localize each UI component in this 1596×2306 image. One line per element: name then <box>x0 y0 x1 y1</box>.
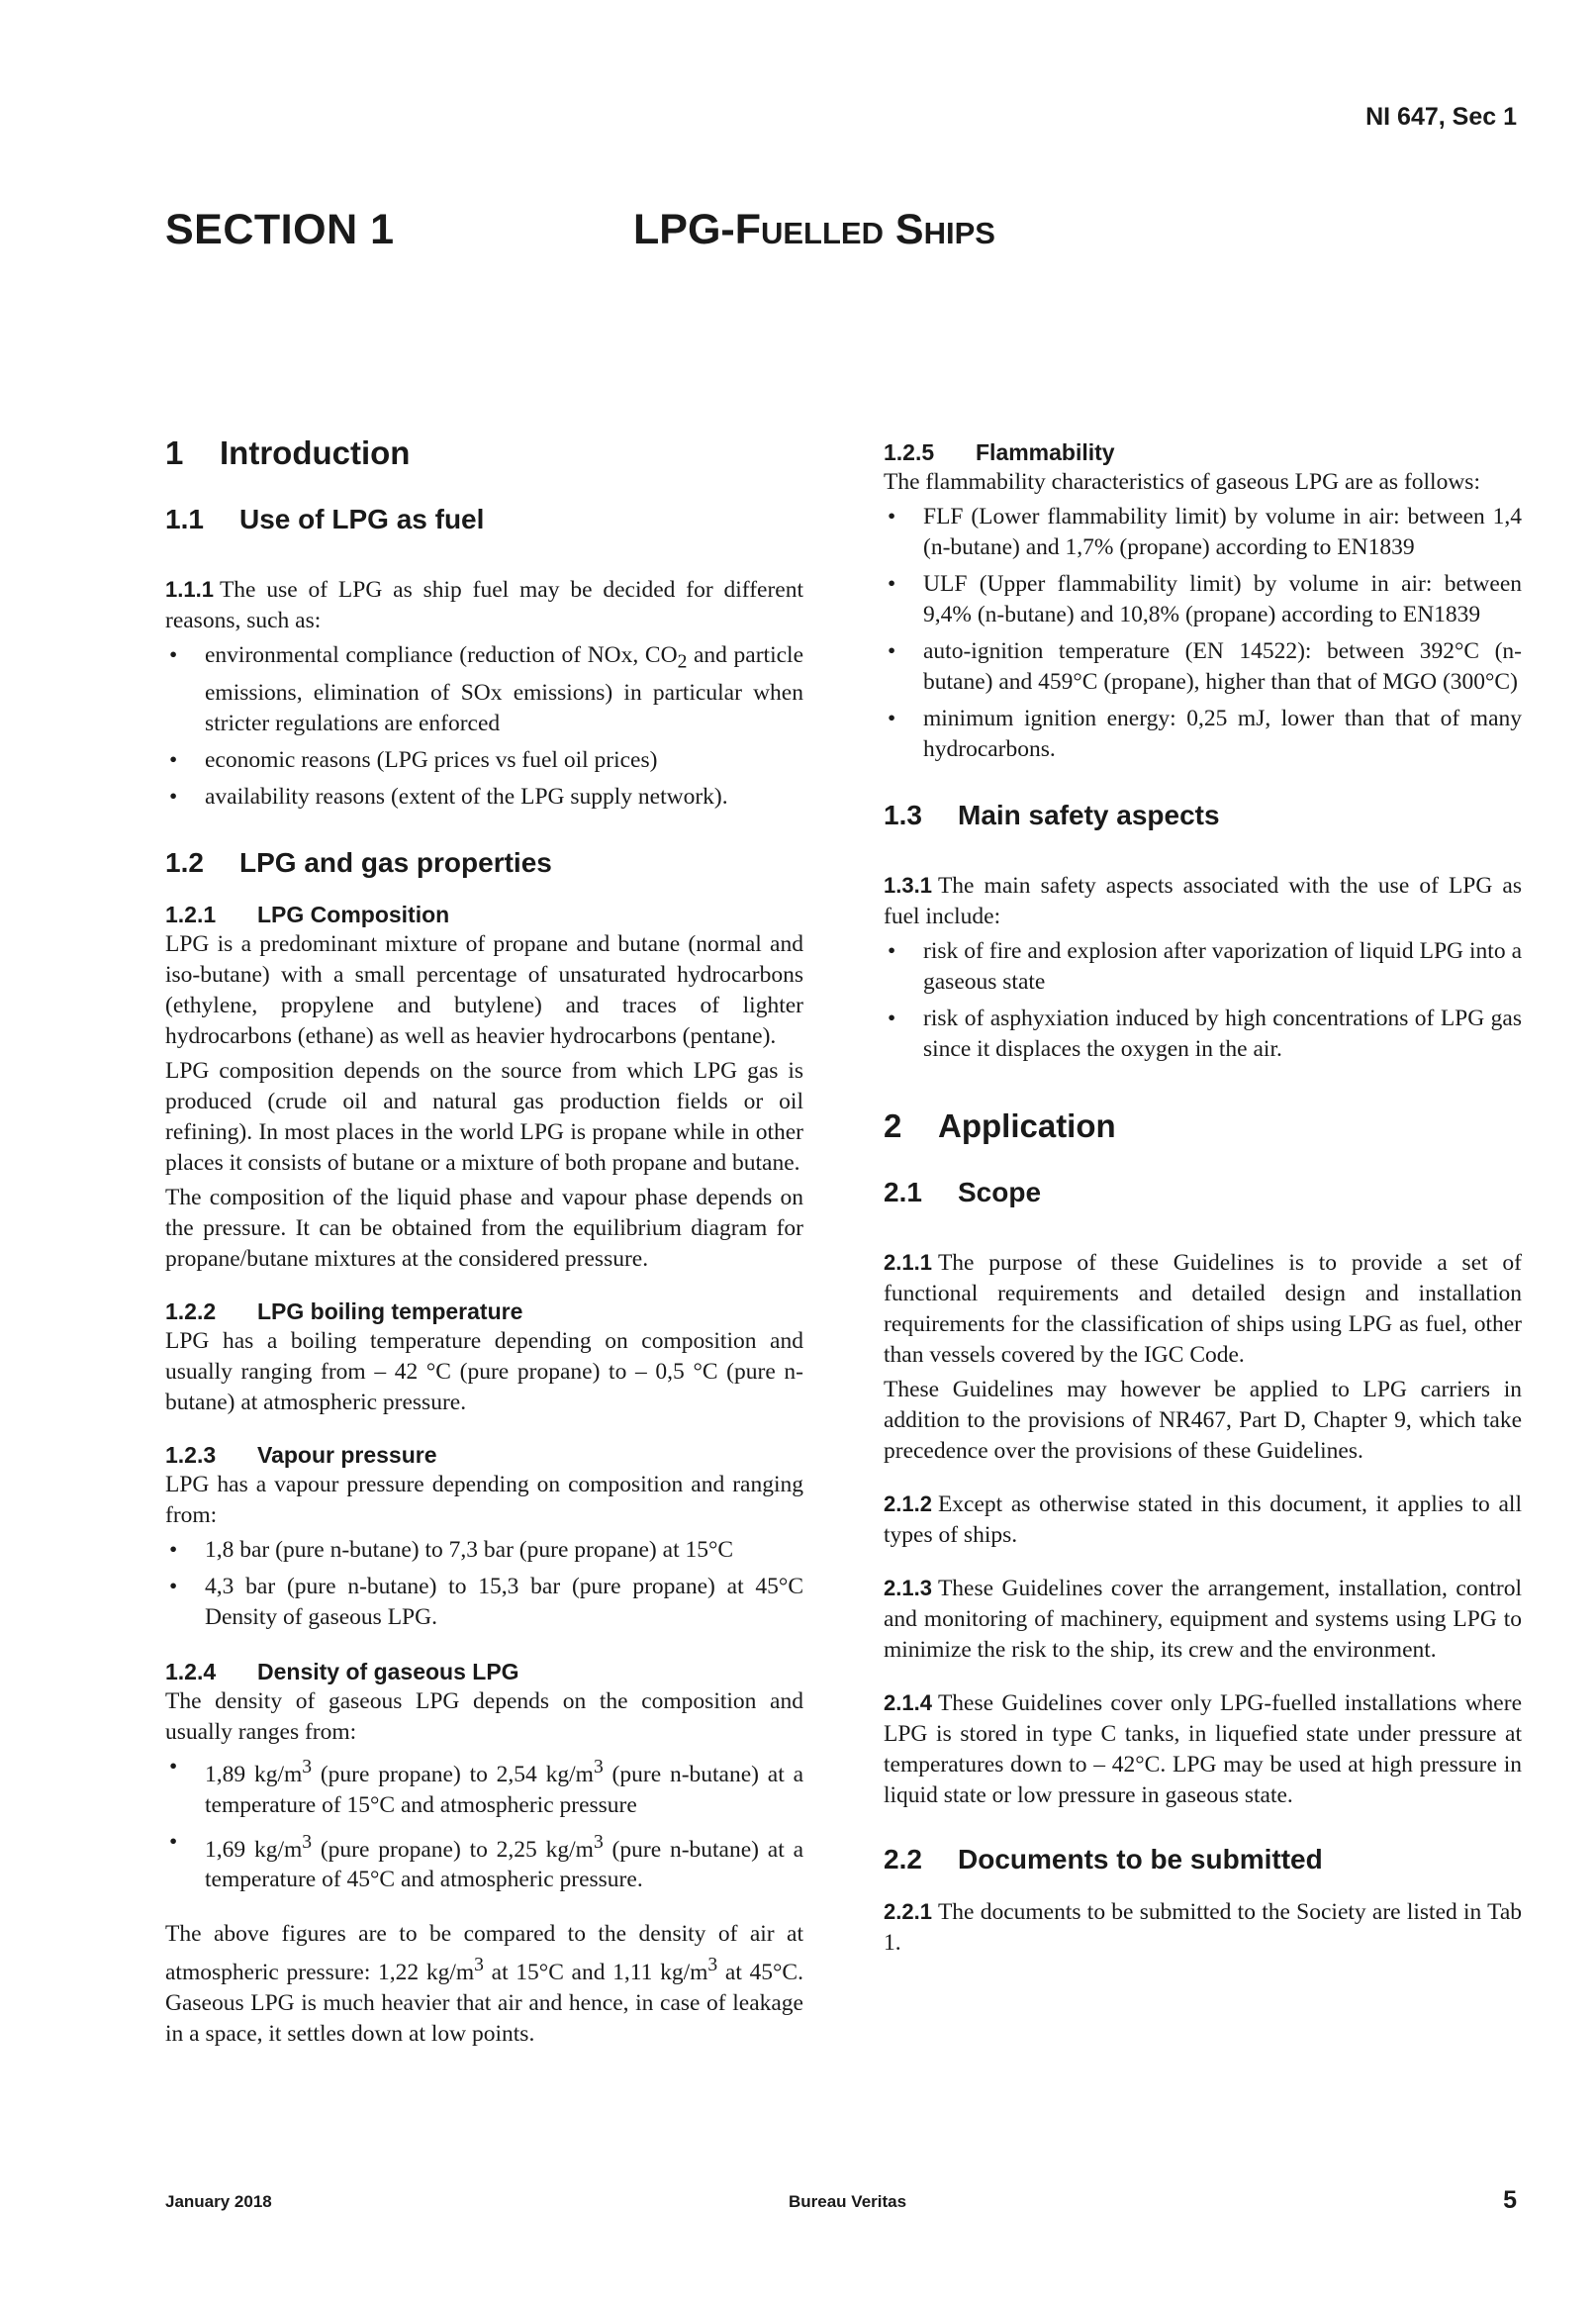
heading-text: Introduction <box>220 434 411 471</box>
list-item-text: (pure propane) to 2,25 kg/m <box>312 1836 594 1863</box>
footer-publisher: Bureau Veritas <box>789 2192 907 2211</box>
paragraph-number: 1.1.1 <box>165 577 214 602</box>
heading-text: Application <box>938 1107 1116 1144</box>
paragraph: LPG has a boiling temperature depending on composition and usually ranging from – 42 °C (pure propane) to – 0,5 °C (pure n-butane) at atmospheric pressure. <box>165 1327 803 1415</box>
list-item: • risk of asphyxiation induced by high concentrations of LPG gas since it displaces the oxygen in the air. <box>884 1004 1522 1065</box>
heading-text: Flammability <box>976 439 1115 465</box>
list-item: • ULF (Upper flammability limit) by volume in air: between 9,4% (n-butane) and 10,8% (propane) according to EN1839 <box>884 569 1522 630</box>
heading-1-2-1 <box>165 900 803 929</box>
heading-scope <box>884 1176 1522 1209</box>
heading-number: 2.1 <box>884 1177 922 1207</box>
paragraph-text: The purpose of these Guidelines is to provide a set of functional requirements and detailed design and installation requirements for the classification of ships using LPG as fuel, other than vessels covered by the IGC Code. <box>884 1250 1522 1368</box>
heading-1-2-4 <box>165 1657 803 1686</box>
list-item-text: (pure n-butane) at a temperature of 45°C and atmospheric pressure. <box>205 1836 804 1893</box>
paragraph-text: The documents to be submitted to the Society are listed in Tab 1. <box>884 1899 1522 1956</box>
paragraph-2-1-1 <box>884 1247 1522 1371</box>
list-item: • 1,8 bar (pure n-butane) to 7,3 bar (pure propane) at 15°C <box>165 1535 803 1566</box>
paragraph: LPG composition depends on the source from which LPG gas is produced (crude oil and natural gas production fields or oil refining). In most places in the world LPG is propane while in other places it consists of butane or a mixture of both propane and butane. <box>165 1057 803 1176</box>
heading-number: 1.2.2 <box>165 1297 217 1324</box>
list-item: • 4,3 bar (pure n-butane) to 15,3 bar (pure propane) at 45°C Density of gaseous LPG. <box>165 1572 803 1633</box>
paragraph-number: 2.1.3 <box>884 1576 932 1600</box>
list-item <box>165 1752 803 1821</box>
list-item-text: 1,69 kg/m <box>205 1836 303 1863</box>
heading-introduction <box>165 433 803 473</box>
bullet-list-1-3-1 <box>884 936 1522 1065</box>
heading-number: 1 <box>165 434 184 471</box>
heading-text: LPG boiling temperature <box>257 1297 523 1324</box>
list-item-text: and particle emissions, elimination of SOx emissions) in particular when stricter regulations are enforced <box>205 642 804 736</box>
heading-text: Use of LPG as fuel <box>239 504 485 534</box>
paragraph-text: These Guidelines cover only LPG-fuelled installations where LPG is stored in type C tanks, in liquefied state under pressure at temperatures down to – 42°C. LPG may be used at high pressure in liquid state or low pressure in gaseous state. <box>884 1690 1522 1808</box>
paragraph-2-1-2 <box>884 1489 1522 1551</box>
heading-main-safety-aspects <box>884 799 1522 832</box>
superscript: 3 <box>302 1756 313 1778</box>
page-number: 5 <box>1503 2186 1517 2214</box>
list-item: • auto-ignition temperature (EN 14522): between 392°C (n-butane) and 459°C (propane), higher than that of MGO (300°C) <box>884 636 1522 698</box>
paragraph-text: Except as otherwise stated in this document, it applies to all types of ships. <box>884 1491 1522 1548</box>
bullet-list-1-2-4 <box>165 1752 803 1896</box>
paragraph-number: 2.2.1 <box>884 1899 932 1924</box>
list-item: • FLF (Lower flammability limit) by volume in air: between 1,4 (n-butane) and 1,7% (propane) according to EN1839 <box>884 502 1522 563</box>
list-item-text: environmental compliance (reduction of NOx, CO <box>205 642 678 668</box>
heading-use-of-lpg <box>165 503 803 536</box>
list-item <box>165 640 803 739</box>
paragraph-1-1-1 <box>165 574 803 636</box>
bullet-list-1-2-5 <box>884 502 1522 765</box>
paragraph: LPG has a vapour pressure depending on composition and ranging from: <box>165 1471 803 1528</box>
subscript: 2 <box>677 651 688 673</box>
heading-number: 1.2.5 <box>884 439 935 465</box>
superscript: 3 <box>593 1831 604 1853</box>
list-item: • availability reasons (extent of the LPG supply network). <box>165 782 803 813</box>
heading-documents-to-be-submitted <box>884 1843 1522 1876</box>
paragraph-number: 2.1.4 <box>884 1690 932 1715</box>
superscript: 3 <box>707 1955 718 1976</box>
superscript: 3 <box>474 1955 484 1976</box>
superscript: 3 <box>593 1756 604 1778</box>
section-title-part: S <box>883 206 924 253</box>
paragraph-2-1-4 <box>884 1687 1522 1811</box>
heading-text: Scope <box>958 1177 1042 1207</box>
right-column <box>884 437 1522 1963</box>
bullet-list-1-2-3 <box>165 1535 803 1633</box>
heading-number: 1.3 <box>884 800 922 830</box>
paragraph: The composition of the liquid phase and vapour phase depends on the pressure. It can be obtained from the equilibrium diagram for propane/butane mixtures at the considered pressure. <box>165 1184 803 1272</box>
section-title-part: LPG-F <box>633 206 761 253</box>
list-item-text: (pure n-butane) at a temperature of 15°C and atmospheric pressure <box>205 1761 804 1818</box>
superscript: 3 <box>302 1831 313 1853</box>
heading-number: 1.2.3 <box>165 1441 217 1468</box>
paragraph-2-1-3 <box>884 1573 1522 1666</box>
list-item-text: (pure propane) to 2,54 kg/m <box>312 1761 594 1787</box>
paragraph-number: 1.3.1 <box>884 873 932 898</box>
heading-number: 2 <box>884 1107 902 1144</box>
paragraph: The flammability characteristics of gaseous LPG are as follows: <box>884 469 1480 495</box>
paragraph-text: The above figures are to be compared to the density of air at atmospheric pressure: 1,22 kg/m <box>165 1921 803 1986</box>
paragraph-text: The main safety aspects associated with the use of LPG as fuel include: <box>884 873 1522 929</box>
heading-number: 1.2 <box>165 846 204 878</box>
list-item: • risk of fire and explosion after vaporization of liquid LPG into a gaseous state <box>884 936 1522 998</box>
heading-lpg-gas-properties <box>165 846 803 880</box>
list-item-text: 1,89 kg/m <box>205 1761 303 1787</box>
heading-1-2-2 <box>165 1297 803 1326</box>
paragraph: These Guidelines may however be applied to LPG carriers in addition to the provisions of NR467, Part D, Chapter 9, which take precedence over the provisions of these Guidelines. <box>884 1377 1522 1464</box>
section-title-part: UELLED <box>760 216 884 250</box>
heading-1-2-3 <box>165 1440 803 1470</box>
list-item <box>165 1827 803 1896</box>
heading-text: Density of gaseous LPG <box>257 1658 519 1684</box>
heading-number: 2.2 <box>884 1844 922 1874</box>
paragraph-number: 2.1.1 <box>884 1250 932 1275</box>
left-column <box>165 433 803 2054</box>
heading-number: 1.2.4 <box>165 1658 217 1684</box>
paragraph <box>165 1919 803 2050</box>
heading-text: LPG and gas properties <box>239 846 552 878</box>
paragraph-text: These Guidelines cover the arrangement, installation, control and monitoring of machinery, equipment and systems using LPG to minimize the risk to the ship, its crew and the environment. <box>884 1576 1522 1663</box>
section-number: SECTION 1 <box>165 206 395 253</box>
bullet-list-1-1-1 <box>165 640 803 813</box>
paragraph-2-2-1 <box>884 1896 1522 1959</box>
list-item: • minimum ignition energy: 0,25 mJ, lower than that of many hydrocarbons. <box>884 704 1522 765</box>
heading-number: 1.1 <box>165 504 204 534</box>
section-title-part: HIPS <box>923 216 995 250</box>
heading-text: LPG Composition <box>257 901 450 927</box>
heading-text: Vapour pressure <box>257 1441 437 1468</box>
heading-number: 1.2.1 <box>165 901 217 927</box>
heading-text: Main safety aspects <box>958 800 1220 830</box>
paragraph-text: at 15°C and 1,11 kg/m <box>483 1960 708 1986</box>
list-item: • economic reasons (LPG prices vs fuel oil prices) <box>165 745 803 776</box>
section-title <box>633 206 995 254</box>
paragraph-text: at 45°C. Gaseous LPG is much heavier that air and hence, in case of leakage in a space, it settles down at low points. <box>165 1960 803 2048</box>
heading-1-2-5 <box>884 437 1522 467</box>
heading-application <box>884 1106 1522 1146</box>
footer-date: January 2018 <box>165 2192 272 2211</box>
paragraph-number: 2.1.2 <box>884 1491 932 1516</box>
heading-text: Documents to be submitted <box>958 1844 1323 1874</box>
paragraph-1-3-1 <box>884 870 1522 932</box>
paragraph: The density of gaseous LPG depends on the composition and usually ranges from: <box>165 1687 803 1745</box>
paragraph-text: The use of LPG as ship fuel may be decided for different reasons, such as: <box>165 577 803 633</box>
paragraph: LPG is a predominant mixture of propane and butane (normal and iso-butane) with a small percentage of unsaturated hydrocarbons (ethylene, propylene and butylene) and traces of lighter hydrocarbons (ethane) as well as heavier hydrocarbons (pentane). <box>165 930 803 1049</box>
document-reference: NI 647, Sec 1 <box>1365 103 1517 131</box>
